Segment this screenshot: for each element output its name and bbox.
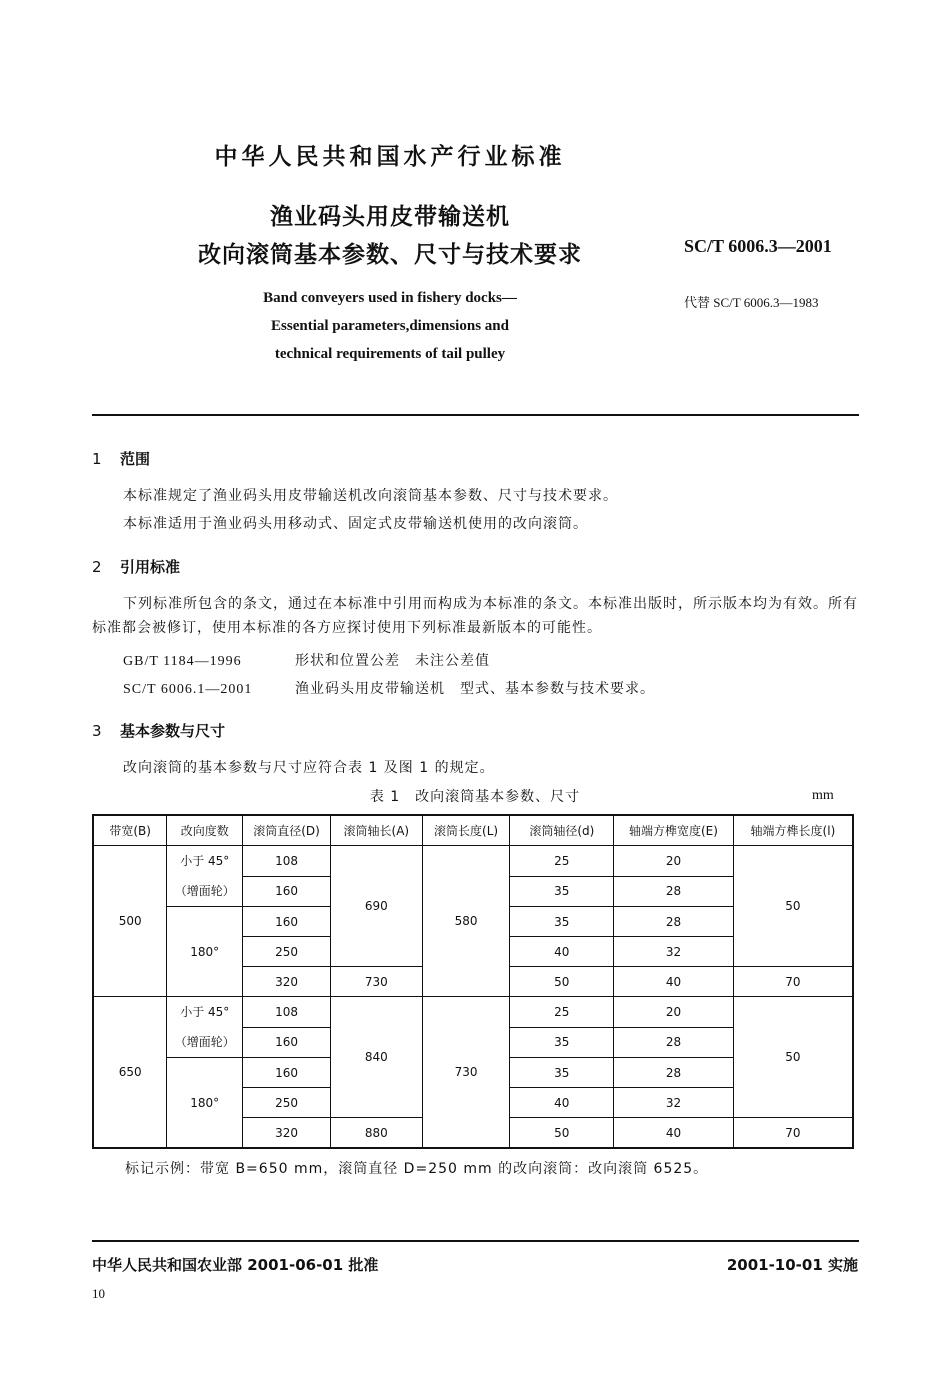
section-title: 引用标准 bbox=[120, 558, 181, 576]
shaft-diameter-cell: 25 bbox=[510, 846, 614, 877]
reference-code: GB/T 1184—1996 bbox=[123, 654, 242, 669]
english-title-line-1: Band conveyers used in fishery docks— bbox=[263, 290, 517, 306]
shaft-diameter-cell: 50 bbox=[510, 1118, 614, 1149]
table-header-row bbox=[93, 815, 853, 846]
diameter-cell: 160 bbox=[243, 1027, 331, 1058]
shaft-diameter-cell: 35 bbox=[510, 907, 614, 937]
diameter-cell: 320 bbox=[243, 1118, 331, 1149]
key-width-cell: 28 bbox=[614, 876, 734, 907]
header-cell: 改向度数 bbox=[167, 815, 243, 846]
header-cell: 滚筒轴长(A) bbox=[330, 815, 422, 846]
implementation-date: 2001-10-01 实施 bbox=[726, 1256, 858, 1274]
reference-2 bbox=[123, 678, 655, 698]
reference-code: SC/T 6006.1—2001 bbox=[123, 682, 253, 697]
drum-length-cell: 730 bbox=[422, 997, 510, 1149]
section-1-paragraph-1: 本标准规定了渔业码头用皮带输送机改向滚筒基本参数、尺寸与技术要求。 bbox=[123, 488, 618, 504]
key-length-cell: 50 bbox=[733, 997, 853, 1118]
belt-width-cell: 500 bbox=[93, 846, 167, 997]
angle-sub-label: （增面轮） bbox=[174, 884, 235, 898]
approval-date: 中华人民共和国农业部 2001-06-01 批准 bbox=[92, 1256, 379, 1274]
section-2-paragraph-1: 下列标准所包含的条文，通过在本标准中引用而构成为本标准的条文。本标准出版时，所示版本均为有效。所有标准都会被修订，使用本标准的各方应探讨使用下列标准最新版本的可能性。 bbox=[92, 596, 858, 636]
header-rule bbox=[92, 414, 859, 416]
key-length-cell: 50 bbox=[733, 846, 853, 967]
issuing-body-header: 中华人民共和国水产行业标准 bbox=[214, 144, 566, 170]
diameter-cell: 160 bbox=[243, 876, 331, 907]
section-title: 基本参数与尺寸 bbox=[120, 722, 226, 740]
reference-1 bbox=[123, 650, 490, 670]
table-unit: mm bbox=[812, 788, 834, 803]
shaft-diameter-cell: 40 bbox=[510, 937, 614, 967]
angle-cell bbox=[167, 997, 243, 1058]
section-3-heading bbox=[92, 720, 225, 741]
shaft-diameter-cell: 35 bbox=[510, 876, 614, 907]
angle-label: 小于 45° bbox=[180, 854, 230, 868]
shaft-diameter-cell: 35 bbox=[510, 1058, 614, 1088]
table-row bbox=[93, 997, 853, 1028]
diameter-cell: 108 bbox=[243, 846, 331, 877]
table-row bbox=[93, 846, 853, 877]
shaft-length-cell: 730 bbox=[330, 967, 422, 997]
section-number: 3 bbox=[92, 722, 102, 740]
shaft-diameter-cell: 35 bbox=[510, 1027, 614, 1058]
parameters-table bbox=[92, 814, 854, 1149]
diameter-cell: 160 bbox=[243, 907, 331, 937]
section-number: 1 bbox=[92, 450, 102, 468]
title-line-2: 改向滚筒基本参数、尺寸与技术要求 bbox=[198, 242, 582, 268]
standard-number: SC/T 6006.3—2001 bbox=[684, 236, 832, 256]
key-width-cell: 28 bbox=[614, 907, 734, 937]
key-width-cell: 28 bbox=[614, 1027, 734, 1058]
marking-example: 标记示例：带宽 B=650 mm，滚筒直径 D=250 mm 的改向滚筒：改向滚筒 6525。 bbox=[125, 1161, 709, 1177]
section-title: 范围 bbox=[120, 450, 151, 468]
diameter-cell: 320 bbox=[243, 967, 331, 997]
section-number: 2 bbox=[92, 558, 102, 576]
header-cell: 滚筒轴径(d) bbox=[510, 815, 614, 846]
reference-title: 形状和位置公差 未注公差值 bbox=[295, 653, 490, 669]
section-2-heading bbox=[92, 556, 180, 577]
key-width-cell: 40 bbox=[614, 1118, 734, 1149]
table-caption: 表 1 改向滚筒基本参数、尺寸 bbox=[369, 789, 581, 805]
title-line-1: 渔业码头用皮带输送机 bbox=[270, 204, 510, 230]
footer-rule bbox=[92, 1240, 859, 1242]
header-cell: 轴端方榫长度(l) bbox=[733, 815, 853, 846]
english-title-line-3: technical requirements of tail pulley bbox=[274, 346, 506, 362]
shaft-length-cell: 880 bbox=[330, 1118, 422, 1149]
belt-width-cell: 650 bbox=[93, 997, 167, 1149]
english-title-line-2: Essential parameters,dimensions and bbox=[271, 318, 509, 334]
shaft-diameter-cell: 40 bbox=[510, 1088, 614, 1118]
header-cell: 滚筒长度(L) bbox=[422, 815, 510, 846]
replaces-standard: 代替 SC/T 6006.3—1983 bbox=[684, 295, 819, 310]
key-length-cell: 70 bbox=[733, 1118, 853, 1149]
header-cell: 轴端方榫宽度(E) bbox=[614, 815, 734, 846]
angle-cell bbox=[167, 846, 243, 907]
reference-title: 渔业码头用皮带输送机 型式、基本参数与技术要求。 bbox=[295, 681, 655, 697]
key-width-cell: 32 bbox=[614, 1088, 734, 1118]
key-width-cell: 40 bbox=[614, 967, 734, 997]
header-cell: 滚筒直径(D) bbox=[243, 815, 331, 846]
angle-label: 小于 45° bbox=[180, 1005, 230, 1019]
section-3-paragraph-1: 改向滚筒的基本参数与尺寸应符合表 1 及图 1 的规定。 bbox=[123, 760, 495, 776]
diameter-cell: 250 bbox=[243, 1088, 331, 1118]
page-number: 10 bbox=[92, 1286, 105, 1301]
key-width-cell: 20 bbox=[614, 997, 734, 1028]
shaft-length-cell: 690 bbox=[330, 846, 422, 967]
section-1-heading bbox=[92, 448, 150, 469]
shaft-diameter-cell: 25 bbox=[510, 997, 614, 1028]
key-width-cell: 20 bbox=[614, 846, 734, 877]
diameter-cell: 160 bbox=[243, 1058, 331, 1088]
diameter-cell: 250 bbox=[243, 937, 331, 967]
diameter-cell: 108 bbox=[243, 997, 331, 1028]
key-width-cell: 28 bbox=[614, 1058, 734, 1088]
drum-length-cell: 580 bbox=[422, 846, 510, 997]
header-cell: 带宽(B) bbox=[93, 815, 167, 846]
key-width-cell: 32 bbox=[614, 937, 734, 967]
shaft-length-cell: 840 bbox=[330, 997, 422, 1118]
shaft-diameter-cell: 50 bbox=[510, 967, 614, 997]
angle-sub-label: （增面轮） bbox=[174, 1035, 235, 1049]
angle-cell: 180° bbox=[167, 1058, 243, 1149]
key-length-cell: 70 bbox=[733, 967, 853, 997]
section-1-paragraph-2: 本标准适用于渔业码头用移动式、固定式皮带输送机使用的改向滚筒。 bbox=[123, 516, 588, 532]
angle-cell: 180° bbox=[167, 907, 243, 997]
